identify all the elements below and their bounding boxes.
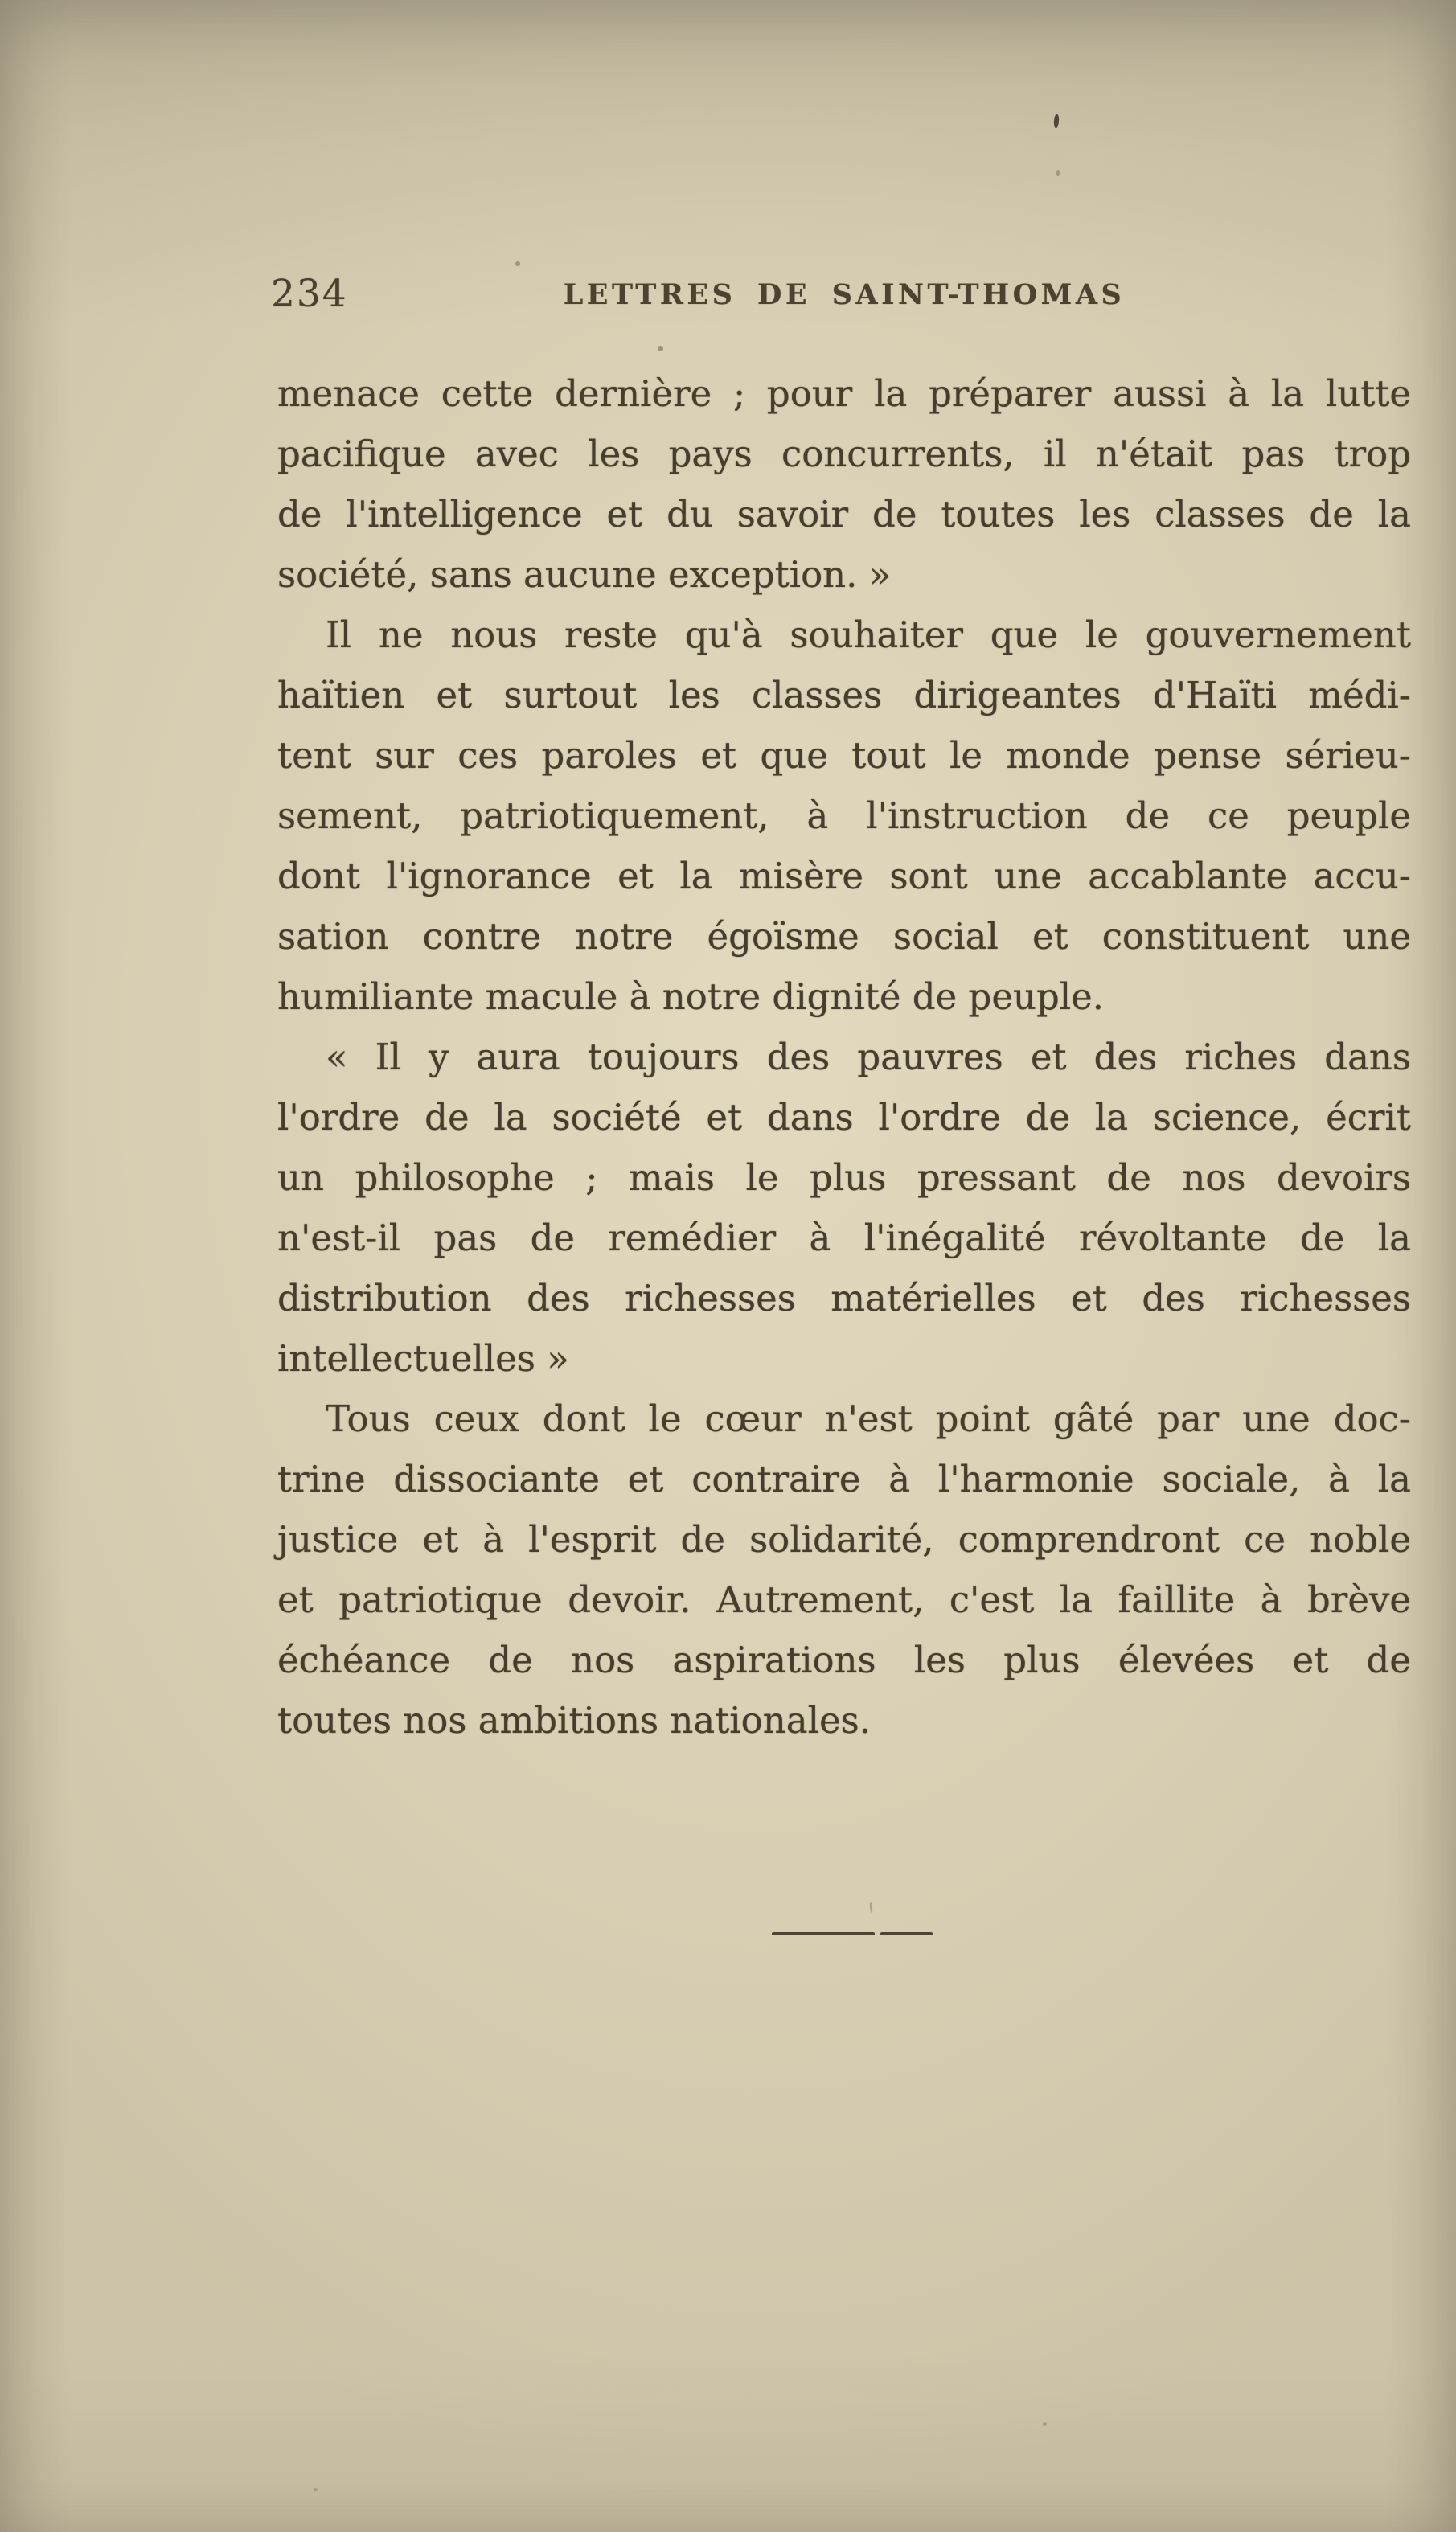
text-line: dont l'ignorance et la misère sont une accablante accu- (277, 855, 1411, 897)
page-header (271, 272, 1411, 320)
text-line: l'ordre de la société et dans l'ordre de la science, écrit (277, 1096, 1411, 1139)
ink-speck (515, 261, 520, 266)
text-line: intellectuelles » (277, 1337, 569, 1380)
text-line: humiliante macule à notre dignité de peuple. (277, 975, 1105, 1018)
text-line: sation contre notre égoïsme social et constituent une (277, 915, 1411, 958)
text-line: Il ne nous reste qu'à souhaiter que le gouvernement (326, 614, 1411, 656)
text-line: tent sur ces paroles et que tout le monde pense sérieu- (277, 734, 1411, 777)
ink-speck (1053, 114, 1059, 128)
text-line: Tous ceux dont le cœur n'est point gâté par une doc- (326, 1397, 1411, 1440)
ink-speck (314, 2488, 318, 2491)
page-number: 234 (271, 272, 348, 316)
ink-speck (658, 346, 663, 351)
text-line: haïtien et surtout les classes dirigeantes d'Haïti médi- (277, 674, 1411, 716)
running-title: LETTRES DE SAINT-THOMAS (563, 278, 1126, 311)
text-line: sement, patriotiquement, à l'instruction de ce peuple (277, 794, 1411, 837)
section-divider (772, 1932, 933, 1936)
text-line: et patriotique devoir. Autrement, c'est la faillite à brève (277, 1578, 1411, 1621)
page-text (277, 363, 1411, 1750)
text-line: distribution des richesses matérielles et des richesses (277, 1277, 1411, 1319)
text-line: pacifique avec les pays concurrents, il n'était pas trop (277, 433, 1411, 475)
text-line: société, sans aucune exception. » (277, 553, 892, 596)
text-line: « Il y aura toujours des pauvres et des riches dans (326, 1036, 1411, 1078)
ink-speck (1043, 2422, 1047, 2426)
text-line: justice et à l'esprit de solidarité, comprendront ce noble (277, 1518, 1411, 1561)
divider-segment (772, 1932, 875, 1935)
text-line: un philosophe ; mais le plus pressant de nos devoirs (277, 1156, 1411, 1199)
text-line: menace cette dernière ; pour la préparer aussi à la lutte (277, 372, 1411, 415)
divider-gap (875, 1932, 880, 1936)
text-line: toutes nos ambitions nationales. (277, 1699, 871, 1742)
ink-speck (1056, 170, 1060, 176)
text-line: échéance de nos aspirations les plus élevées et de (277, 1639, 1411, 1681)
text-line: de l'intelligence et du savoir de toutes les classes de la (277, 493, 1411, 536)
ink-speck (869, 1902, 872, 1913)
text-line: trine dissociante et contraire à l'harmonie sociale, à la (277, 1458, 1411, 1500)
divider-segment (880, 1932, 933, 1935)
text-line: n'est-il pas de remédier à l'inégalité révoltante de la (277, 1217, 1411, 1259)
